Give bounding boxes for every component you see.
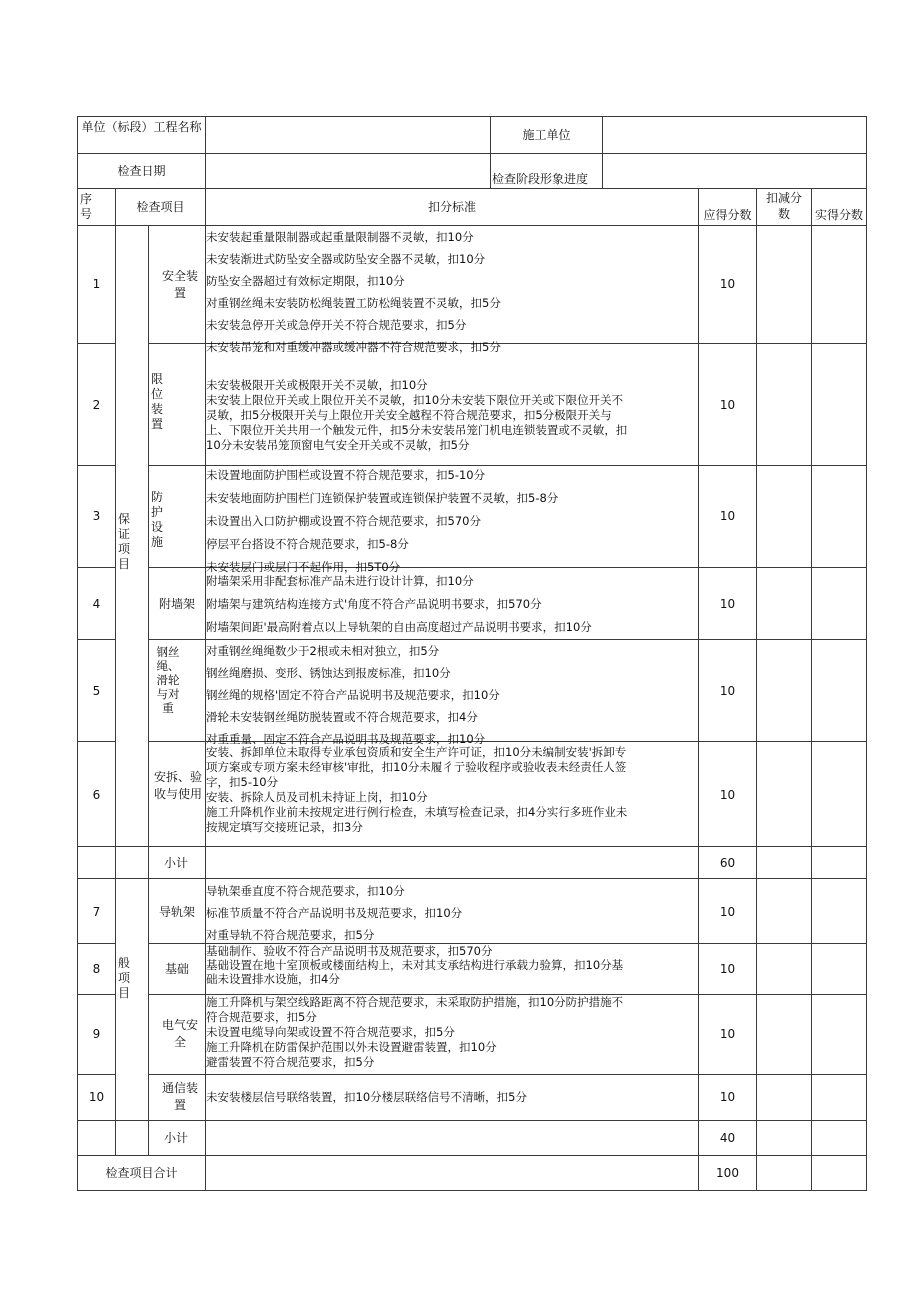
row-8-criterion: 基础设置在地十室顶板或楼面结构上，未对其支承结构进行承载力验算，扣10分基	[206, 958, 624, 972]
row-6-seq: 6	[92, 788, 101, 802]
row-9-criterion: 避雷装置不符合规范要求，扣5分	[206, 1055, 375, 1069]
row-1-score: 10	[719, 277, 736, 291]
row-6-item: 安拆、验收与使用	[153, 770, 202, 801]
row-6-criteria	[206, 745, 696, 845]
row-9-item: 电气安全	[161, 1018, 198, 1049]
row-2-criterion: 上、下限位开关共用一个触发元件，扣5分未安装吊笼门机电连锁装置或不灵敏，扣	[206, 423, 628, 437]
row-1-criterion: 对重钢丝绳未安装防松绳装置工防松绳装置不灵敏，扣5分	[206, 296, 501, 310]
row-5-criterion: 对重钢丝绳绳数少于2根或未相对独立，扣5分	[206, 644, 440, 658]
row-7-criterion: 标准节质量不符合产品说明书及规范要求，扣10分	[206, 906, 463, 920]
row-9-criterion: 施工升降机在防雷保护范围以外未设置避雷装置，扣10分	[206, 1040, 497, 1054]
row-1-criterion: 未安装起重量限制器或起重量限制器不灵敏，扣10分	[206, 230, 474, 244]
row-7-seq: 7	[92, 905, 101, 919]
row-5-criteria	[206, 644, 696, 746]
row-2-criterion: 未安装上限位开关或上限位开关不灵敏，扣10分未安装下限位开关或下限位开关不	[206, 393, 624, 407]
progress-field[interactable]	[603, 156, 865, 186]
row-3-criterion: 停层平台搭设不符合规范要求，扣5-8分	[206, 537, 409, 551]
check-date-label: 检查日期	[117, 164, 166, 178]
row-7-criterion: 导轨架垂直度不符合规范要求，扣10分	[206, 884, 405, 898]
row-3-criterion: 未设置地面防护围栏或设置不符合规范要求，扣5-10分	[206, 468, 486, 482]
subtotal-2-value: 40	[719, 1131, 736, 1145]
row-5-item: 钢丝绳、滑轮与对重	[156, 645, 180, 715]
row-9-score: 10	[719, 1027, 736, 1041]
col-deduction-header: 扣减分数	[765, 191, 802, 221]
row-3-criterion: 未设置出入口防护棚或设置不符合规范要求，扣570分	[206, 514, 481, 528]
row-10-seq: 10	[88, 1090, 105, 1104]
row-4-criteria	[206, 574, 696, 638]
col-criteria-header: 扣分标准	[427, 200, 476, 214]
unit-name-field[interactable]	[206, 119, 489, 151]
row-9-seq: 9	[92, 1027, 101, 1041]
row-5-criterion: 对重重量、固定不符合产品说明书及规范要求，扣10分	[206, 732, 486, 746]
row-2-score: 10	[719, 398, 736, 412]
check-date-field[interactable]	[206, 156, 489, 186]
unit-name-label: 单位（标段）工程名称	[81, 120, 202, 134]
row-8-seq: 8	[92, 962, 101, 976]
row-10-item: 通信装置	[161, 1081, 198, 1112]
row-8-criterion: 基础制作、验收不符合产品说明书及规范要求，扣570分	[206, 944, 493, 958]
row-6-criterion: 安装、拆卸单位未取得专业承包资质和安全生产许可证，扣10分未编制安装'拆卸专	[206, 745, 627, 759]
row-6-criterion: 项方案或专项方案未经审核'审批，扣10分未履彳亍验收程序或验收表未经责任人签	[206, 760, 627, 774]
row-1-item: 安全装置	[161, 269, 198, 300]
progress-label: 检查阶段形象进度	[492, 172, 589, 186]
row-7-score: 10	[719, 905, 736, 919]
row-8-item: 基础	[164, 962, 189, 976]
row-7-criterion: 对重导轨不符合规范要求，扣5分	[206, 928, 375, 942]
row-5-criterion: 钢丝绳磨损、变形、锈蚀达到报废标准，扣10分	[206, 666, 451, 680]
row-1-criterion: 未安装吊笼和对重缓冲器或缓冲器不符合规范要求，扣5分	[206, 340, 501, 354]
row-9-criterion: 未设置电缆导向架或设置不符合规范要求，扣5分	[206, 1025, 455, 1039]
total-label: 检查项目合计	[105, 1166, 178, 1180]
row-5-criterion: 钢丝绳的规格'固定不符合产品说明书及规范要求，扣10分	[206, 688, 500, 702]
subtotal-1-value: 60	[719, 856, 736, 870]
row-1-criterion: 未安装渐进式防坠安全器或防坠安全器不灵敏，扣10分	[206, 252, 486, 266]
row-8-score: 10	[719, 962, 736, 976]
subtotal-1-label: 小计	[164, 856, 189, 870]
group-general-label: 般项目	[117, 956, 130, 1000]
row-3-score: 10	[719, 509, 736, 523]
row-4-score: 10	[719, 597, 736, 611]
row-3-seq: 3	[92, 509, 101, 523]
row-7-criteria	[206, 884, 696, 942]
row-1-criterion: 防坠安全器超过有效标定期限，扣10分	[206, 274, 405, 288]
row-2-item: 限位装置	[150, 372, 163, 431]
row-8-criteria	[206, 944, 696, 993]
row-4-criterion: 附墙架与建筑结构连接方式'角度不符合产品说明书要求，扣570分	[206, 597, 542, 611]
row-7-item: 导轨架	[158, 905, 195, 919]
row-10-criteria	[206, 1090, 696, 1110]
col-max-score-header: 应得分数	[703, 208, 752, 222]
row-6-criterion: 施工升降机作业前未按规定进行例行检查，未填写检查记录，扣4分实行多班作业未	[206, 805, 628, 819]
row-6-criterion: 字，扣5-10分	[206, 775, 279, 789]
row-5-score: 10	[719, 684, 736, 698]
row-2-criteria	[206, 378, 696, 464]
col-seq-header: 序号	[79, 192, 92, 221]
construction-unit-label: 施工单位	[522, 128, 571, 142]
row-1-criteria	[206, 230, 696, 354]
row-4-item: 附墙架	[158, 597, 195, 611]
row-1-seq: 1	[92, 277, 101, 291]
row-9-criterion: 施工升降机与架空线路距离不符合规范要求，未采取防护措施，扣10分防护措施不	[206, 995, 624, 1009]
row-4-criterion: 附墙架间距'最高附着点以上导轨架的自由高度超过产品说明书要求，扣10分	[206, 620, 592, 634]
subtotal-2-label: 小计	[164, 1131, 189, 1145]
row-8-criterion: 础未设置排水设施，扣4分	[206, 972, 340, 986]
row-5-criterion: 滑轮未安装钢丝绳防脱装置或不符合规范要求，扣4分	[206, 710, 478, 724]
row-9-criteria	[206, 995, 696, 1073]
row-5-seq: 5	[92, 684, 101, 698]
row-1-criterion: 未安装急停开关或急停开关不符合规范要求，扣5分	[206, 318, 467, 332]
row-3-item: 防护设施	[150, 490, 163, 549]
row-2-criterion: 未安装极限开关或极限开关不灵敏，扣10分	[206, 378, 428, 392]
group-guarantee-label: 保证项目	[117, 512, 130, 571]
row-6-criterion: 安装、拆除人员及司机未持证上岗，扣10分	[206, 790, 428, 804]
row-2-criterion: 灵敏，扣5分极限开关与上限位开关安全越程不符合规范要求，扣5分极限开关与	[206, 408, 612, 422]
row-6-score: 10	[719, 788, 736, 802]
total-value: 100	[716, 1166, 739, 1180]
col-actual-header: 实得分数	[814, 208, 863, 222]
row-3-criteria	[206, 468, 696, 574]
row-3-criterion: 未安装地面防护围栏门连锁保护装置或连锁保护装置不灵敏，扣5-8分	[206, 491, 559, 505]
row-10-score: 10	[719, 1090, 736, 1104]
row-10-criterion: 未安装楼层信号联络装置，扣10分楼层联络信号不清晰，扣5分	[206, 1090, 527, 1104]
row-2-criterion: 10分未安装吊笼顶窗电气安全开关或不灵敏，扣5分	[206, 438, 470, 452]
row-6-criterion: 按规定填写交接班记录，扣3分	[206, 820, 363, 834]
row-3-criterion: 未安装层门或层门不起作用，扣5T0分	[206, 560, 401, 574]
row-9-criterion: 符合规范要求，扣5分	[206, 1010, 317, 1024]
row-4-criterion: 附墙架采用非配套标准产品未进行设计计算，扣10分	[206, 574, 474, 588]
col-item-header: 检查项目	[136, 200, 185, 214]
row-2-seq: 2	[92, 398, 101, 412]
row-4-seq: 4	[92, 597, 101, 611]
construction-unit-field[interactable]	[603, 119, 865, 151]
